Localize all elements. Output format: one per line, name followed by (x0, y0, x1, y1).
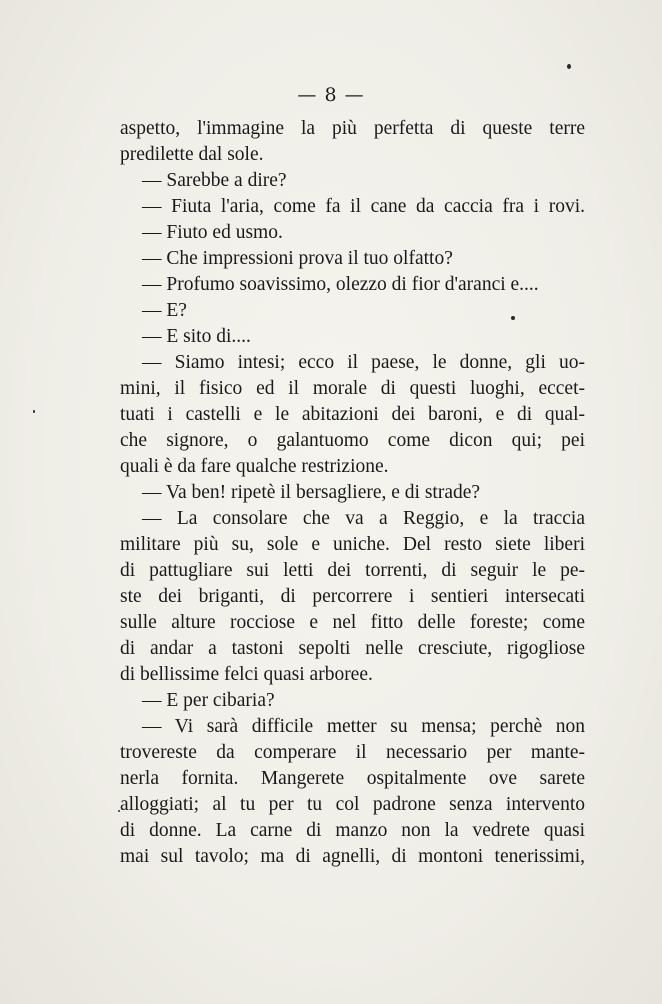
text-line: tuati i castelli e le abitazioni dei baroni, e di qual- (120, 404, 585, 425)
text-line: che signore, o galantuomo come dicon qui; pei (120, 430, 585, 451)
print-speck (118, 810, 120, 812)
text-line: — Sarebbe a dire? (142, 170, 287, 191)
text-line: — Fiuta l'aria, come fa il cane da caccia fra i rovi. (142, 196, 585, 217)
text-line: — E per cibaria? (142, 690, 275, 711)
text-line: di andar a tastoni sepolti nelle cresciute, rigogliose (120, 638, 585, 659)
print-speck (567, 64, 571, 69)
text-line: mini, il fisico ed il morale di questi luoghi, eccet- (120, 378, 585, 399)
text-line: di donne. La carne di manzo non la vedrete quasi (120, 820, 585, 841)
text-line: militare più su, sole e uniche. Del resto siete liberi (120, 534, 585, 555)
text-line: trovereste da comperare il necessario per mante- (120, 742, 585, 763)
text-line: aspetto, l'immagine la più perfetta di queste terre (120, 118, 585, 139)
print-speck (33, 410, 35, 413)
text-line: mai sul tavolo; ma di agnelli, di montoni tenerissimi, (120, 846, 585, 867)
text-line: quali è da fare qualche restrizione. (120, 456, 389, 477)
text-line: — Siamo intesi; ecco il paese, le donne, gli uo- (142, 352, 585, 373)
text-line: — E? (142, 300, 187, 321)
text-line: di bellissime felci quasi arboree. (120, 664, 373, 685)
text-line: alloggiati; al tu per tu col padrone senza intervento (120, 794, 585, 815)
text-line: — Che impressioni prova il tuo olfatto? (142, 248, 453, 269)
page-number: — 8 — (297, 84, 365, 106)
text-line: nerla fornita. Mangerete ospitalmente ove sarete (120, 768, 585, 789)
text-line: ste dei briganti, di percorrere i sentieri intersecati (120, 586, 585, 607)
text-line: — Va ben! ripetè il bersagliere, e di strade? (142, 482, 481, 503)
body-text (120, 116, 585, 870)
text-line: — Vi sarà difficile metter su mensa; perchè non (142, 716, 585, 737)
text-line: — Profumo soavissimo, olezzo di fior d'aranci e.... (142, 274, 539, 295)
text-line: — Fiuto ed usmo. (142, 222, 283, 243)
text-line: predilette dal sole. (120, 144, 264, 165)
text-line: — La consolare che va a Reggio, e la traccia (142, 508, 585, 529)
text-line: di pattugliare sui letti dei torrenti, di seguir le pe- (120, 560, 585, 581)
text-line: — E sito di.... (142, 326, 251, 347)
print-speck (511, 316, 515, 320)
text-line: sulle alture rocciose e nel fitto delle foreste; come (120, 612, 585, 633)
